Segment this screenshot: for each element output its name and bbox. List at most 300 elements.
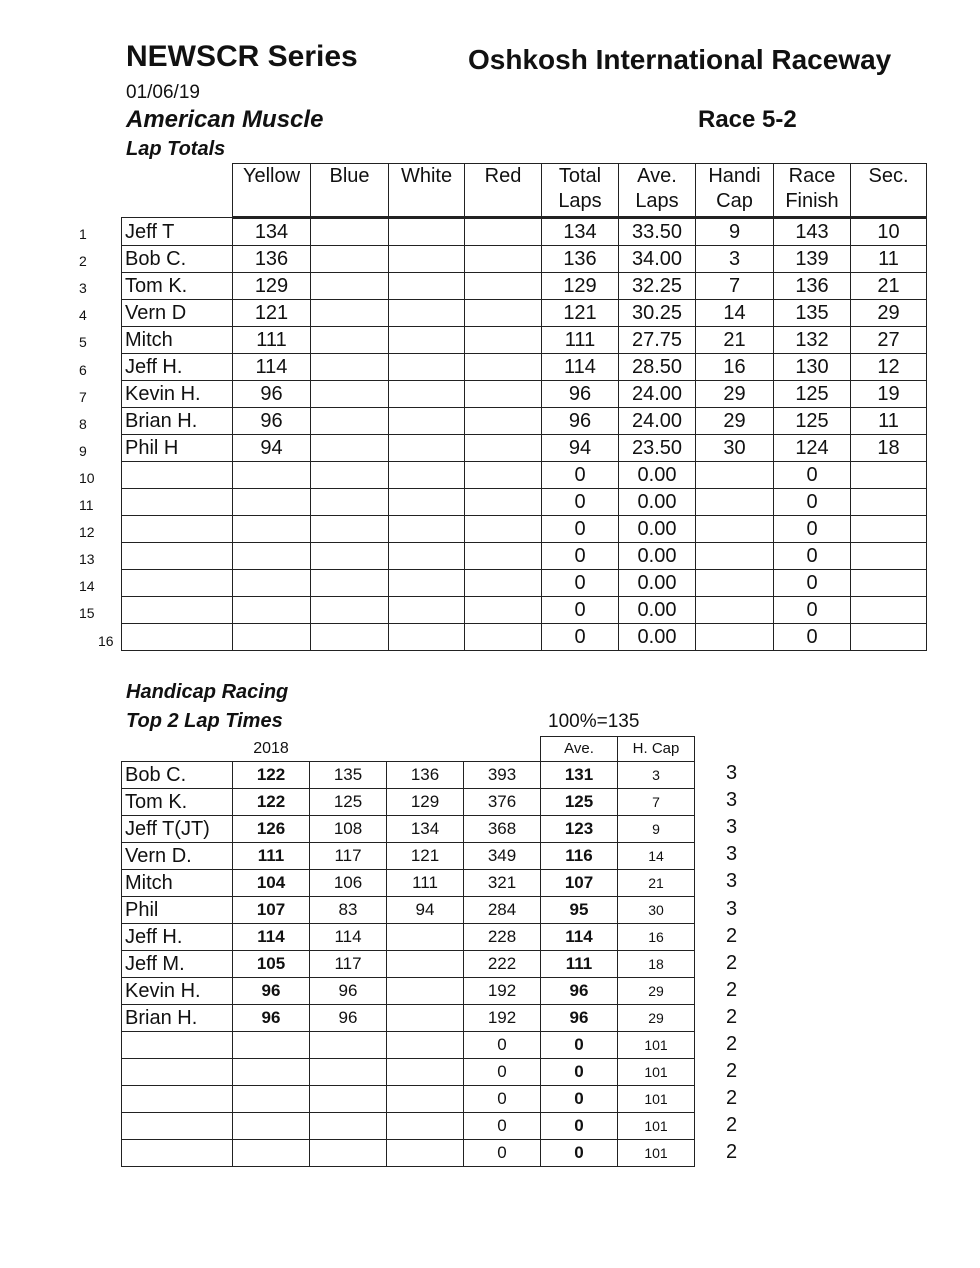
- column-header: [122, 164, 233, 218]
- column-header: [851, 164, 927, 218]
- tier-value: 3: [726, 843, 738, 866]
- table-cell: 16: [618, 924, 695, 951]
- table-cell: 0: [464, 1032, 541, 1059]
- table-cell: 0.00: [619, 597, 696, 624]
- table-row: [122, 1005, 695, 1032]
- table-cell: 0: [541, 1032, 618, 1059]
- table-cell: 107: [541, 870, 618, 897]
- table-cell: 121: [387, 843, 464, 870]
- table-cell: 108: [310, 816, 387, 843]
- percent-note: 100%=135: [548, 711, 640, 732]
- tier-value: 2: [726, 1114, 738, 1137]
- table-cell: 18: [851, 435, 927, 462]
- table-cell: 19: [851, 381, 927, 408]
- row-number: 11: [79, 497, 94, 513]
- table-cell: 0: [541, 1086, 618, 1113]
- row-number: 15: [79, 605, 95, 622]
- table-cell: [311, 408, 389, 435]
- driver-name: Bob C.: [122, 762, 233, 789]
- table-cell: 0: [774, 597, 851, 624]
- table-cell: 0.00: [619, 624, 696, 651]
- driver-name: Vern D.: [122, 843, 233, 870]
- table-cell: 125: [774, 408, 851, 435]
- table-cell: 94: [387, 897, 464, 924]
- table-cell: 96: [310, 1005, 387, 1032]
- table-cell: [389, 300, 465, 327]
- table-cell: [851, 489, 927, 516]
- table-row: [122, 1059, 695, 1086]
- table-cell: [387, 1113, 464, 1140]
- row-number: 10: [79, 469, 95, 486]
- table-cell: 96: [233, 978, 310, 1005]
- table-cell: 121: [542, 300, 619, 327]
- table-cell: 30: [618, 897, 695, 924]
- header-blank: [122, 737, 233, 762]
- table-cell: [851, 624, 927, 651]
- table-cell: 321: [464, 870, 541, 897]
- table-cell: [465, 354, 542, 381]
- driver-name: [122, 543, 233, 570]
- driver-name: Tom K.: [122, 789, 233, 816]
- table-cell: 125: [774, 381, 851, 408]
- table-cell: [465, 246, 542, 273]
- row-number: 2: [79, 253, 87, 270]
- table-cell: 114: [233, 924, 310, 951]
- table-row: [122, 624, 927, 651]
- series-title: NEWSCR Series: [126, 40, 358, 73]
- table-cell: [387, 1005, 464, 1032]
- header-blank: [310, 737, 387, 762]
- tier-value: 3: [726, 870, 738, 893]
- table-cell: 101: [618, 1140, 695, 1167]
- table-cell: 11: [851, 408, 927, 435]
- row-number: 14: [79, 578, 95, 595]
- table-cell: 0.00: [619, 489, 696, 516]
- table-cell: 0: [542, 597, 619, 624]
- table-row: [122, 327, 927, 354]
- driver-name: Brian H.: [122, 1005, 233, 1032]
- table-cell: 143: [774, 218, 851, 246]
- table-row: [122, 570, 927, 597]
- table-cell: 23.50: [619, 435, 696, 462]
- table-cell: 0: [542, 543, 619, 570]
- table-cell: 101: [618, 1086, 695, 1113]
- table-cell: [465, 381, 542, 408]
- table-row: [122, 462, 927, 489]
- table-cell: [387, 1059, 464, 1086]
- table-cell: 135: [310, 762, 387, 789]
- table-cell: 0: [774, 489, 851, 516]
- column-header-line2: Laps: [558, 190, 602, 212]
- driver-name: Tom K.: [122, 273, 233, 300]
- section-title-top-laps: Top 2 Lap Times: [126, 710, 283, 732]
- table-cell: [465, 489, 542, 516]
- driver-name: Jeff M.: [122, 951, 233, 978]
- header-blank: [464, 737, 541, 762]
- table-cell: 3: [696, 246, 774, 273]
- column-header-line2: Finish: [785, 190, 839, 212]
- driver-name: [122, 570, 233, 597]
- table-cell: [389, 354, 465, 381]
- table-cell: [387, 1032, 464, 1059]
- table-cell: [465, 300, 542, 327]
- table-cell: 83: [310, 897, 387, 924]
- table-cell: [465, 624, 542, 651]
- header-year: 2018: [233, 737, 310, 762]
- table-cell: 0: [541, 1113, 618, 1140]
- class-name: American Muscle: [126, 106, 324, 133]
- driver-name: Jeff H.: [122, 354, 233, 381]
- table-cell: 21: [618, 870, 695, 897]
- table-cell: 136: [774, 273, 851, 300]
- table-cell: 16: [696, 354, 774, 381]
- table-cell: [696, 570, 774, 597]
- table-cell: 129: [542, 273, 619, 300]
- section-title-handicap: Handicap Racing: [126, 681, 289, 703]
- table-cell: [851, 516, 927, 543]
- table-cell: 136: [233, 246, 311, 273]
- table-cell: [851, 462, 927, 489]
- table-cell: 21: [696, 327, 774, 354]
- column-header: [311, 164, 389, 218]
- table-row: [122, 1113, 695, 1140]
- table-row: [122, 762, 695, 789]
- table-cell: 125: [541, 789, 618, 816]
- table-cell: 27.75: [619, 327, 696, 354]
- table-cell: [465, 218, 542, 246]
- table-cell: [310, 1140, 387, 1167]
- track-name: Oshkosh International Raceway: [468, 44, 892, 75]
- header-blank: [387, 737, 464, 762]
- table-cell: 96: [233, 1005, 310, 1032]
- table-row: [122, 218, 927, 246]
- table-cell: [465, 516, 542, 543]
- driver-name: [122, 1059, 233, 1086]
- table-cell: [310, 1032, 387, 1059]
- table-cell: 101: [618, 1032, 695, 1059]
- table-cell: 104: [233, 870, 310, 897]
- table-cell: 0: [542, 570, 619, 597]
- column-header-line2: Cap: [716, 190, 753, 212]
- table-row: [122, 1086, 695, 1113]
- column-header: [542, 164, 619, 218]
- table-cell: 0: [774, 516, 851, 543]
- table-cell: 222: [464, 951, 541, 978]
- table-cell: [311, 543, 389, 570]
- table-cell: 0: [541, 1140, 618, 1167]
- row-number: 9: [79, 442, 87, 459]
- tier-value: 3: [726, 816, 738, 839]
- table-row: [122, 978, 695, 1005]
- table-cell: 95: [541, 897, 618, 924]
- table-cell: 132: [774, 327, 851, 354]
- table-cell: [465, 327, 542, 354]
- table-cell: 107: [233, 897, 310, 924]
- table-row: [122, 897, 695, 924]
- table-cell: 29: [696, 381, 774, 408]
- table-cell: [310, 1059, 387, 1086]
- row-number: 13: [79, 551, 95, 568]
- table-cell: [311, 435, 389, 462]
- column-header-line1: Sec.: [868, 165, 909, 187]
- row-number: 7: [79, 388, 87, 405]
- column-header: [619, 164, 696, 218]
- table-cell: 0: [774, 543, 851, 570]
- table-cell: [465, 273, 542, 300]
- tier-value: 2: [726, 1141, 738, 1164]
- table-cell: 96: [542, 408, 619, 435]
- table-cell: [389, 408, 465, 435]
- table-cell: 0: [542, 489, 619, 516]
- table-cell: 134: [387, 816, 464, 843]
- table-cell: 114: [310, 924, 387, 951]
- table-cell: 18: [618, 951, 695, 978]
- tier-value: 2: [726, 1005, 738, 1028]
- table-cell: 0: [542, 516, 619, 543]
- table-cell: 29: [618, 978, 695, 1005]
- section-title-lap-totals: Lap Totals: [126, 138, 226, 160]
- table-row: [122, 597, 927, 624]
- table-cell: 349: [464, 843, 541, 870]
- table-row: [122, 870, 695, 897]
- column-header-line1: Red: [484, 165, 522, 187]
- table-cell: [311, 462, 389, 489]
- table-cell: 0: [542, 624, 619, 651]
- table-cell: 32.25: [619, 273, 696, 300]
- table-row: [122, 516, 927, 543]
- table-cell: [465, 543, 542, 570]
- table-cell: 30.25: [619, 300, 696, 327]
- table-cell: 0: [464, 1059, 541, 1086]
- column-header: [696, 164, 774, 218]
- table-cell: 0: [542, 462, 619, 489]
- table-cell: [465, 570, 542, 597]
- table-cell: [389, 327, 465, 354]
- table-cell: [465, 435, 542, 462]
- table-cell: [310, 1113, 387, 1140]
- table-cell: [311, 354, 389, 381]
- table-row: [122, 435, 927, 462]
- tier-value: 2: [726, 978, 738, 1001]
- table-cell: [387, 1140, 464, 1167]
- table-row: [122, 951, 695, 978]
- table-cell: [387, 978, 464, 1005]
- table-cell: [851, 597, 927, 624]
- table-cell: 101: [618, 1059, 695, 1086]
- table-cell: [311, 381, 389, 408]
- table-cell: 111: [541, 951, 618, 978]
- table-cell: 131: [541, 762, 618, 789]
- table-cell: [389, 381, 465, 408]
- tier-value: 3: [726, 897, 738, 920]
- driver-name: [122, 1086, 233, 1113]
- table-cell: 27: [851, 327, 927, 354]
- table-cell: 136: [387, 762, 464, 789]
- race-date: 01/06/19: [126, 82, 200, 103]
- handicap-header-row: [122, 737, 695, 762]
- table-cell: 0.00: [619, 462, 696, 489]
- table-cell: [696, 516, 774, 543]
- table-cell: 96: [541, 1005, 618, 1032]
- column-header: [774, 164, 851, 218]
- table-cell: [311, 516, 389, 543]
- table-cell: 33.50: [619, 218, 696, 246]
- table-cell: 7: [696, 273, 774, 300]
- driver-name: [122, 597, 233, 624]
- table-cell: [387, 951, 464, 978]
- table-cell: 10: [851, 218, 927, 246]
- table-cell: [389, 543, 465, 570]
- table-cell: 0: [774, 462, 851, 489]
- table-row: [122, 924, 695, 951]
- table-cell: 111: [387, 870, 464, 897]
- table-cell: 105: [233, 951, 310, 978]
- row-number: 3: [79, 280, 87, 297]
- column-header-line1: Race: [788, 165, 836, 187]
- driver-name: [122, 516, 233, 543]
- table-cell: 0: [774, 570, 851, 597]
- column-header-line1: Total: [558, 165, 602, 187]
- tier-value: 2: [726, 1060, 738, 1083]
- row-number: 16: [98, 632, 114, 649]
- tier-value: 2: [726, 951, 738, 974]
- table-cell: 135: [774, 300, 851, 327]
- table-cell: [311, 273, 389, 300]
- table-cell: [465, 462, 542, 489]
- table-cell: 111: [542, 327, 619, 354]
- table-cell: 125: [310, 789, 387, 816]
- race-number: Race 5-2: [698, 106, 797, 133]
- driver-name: Phil H: [122, 435, 233, 462]
- driver-name: [122, 489, 233, 516]
- table-cell: 121: [233, 300, 311, 327]
- table-row: [122, 381, 927, 408]
- table-cell: [233, 516, 311, 543]
- table-cell: 0.00: [619, 570, 696, 597]
- column-header: [465, 164, 542, 218]
- table-cell: 376: [464, 789, 541, 816]
- table-cell: [311, 218, 389, 246]
- table-row: [122, 273, 927, 300]
- table-cell: [696, 597, 774, 624]
- column-header-line1: Yellow: [242, 165, 301, 187]
- table-cell: 14: [696, 300, 774, 327]
- driver-name: Brian H.: [122, 408, 233, 435]
- table-cell: [465, 597, 542, 624]
- table-cell: [389, 273, 465, 300]
- row-number: 6: [79, 361, 87, 378]
- table-cell: 29: [851, 300, 927, 327]
- row-number: 8: [79, 415, 87, 432]
- table-row: [122, 246, 927, 273]
- table-cell: 134: [233, 218, 311, 246]
- table-cell: 0.00: [619, 543, 696, 570]
- table-cell: [311, 489, 389, 516]
- table-cell: [389, 435, 465, 462]
- table-cell: [389, 624, 465, 651]
- tier-value: 3: [726, 762, 738, 784]
- table-cell: 94: [233, 435, 311, 462]
- table-cell: [389, 462, 465, 489]
- header-ave: Ave.: [541, 737, 618, 762]
- table-cell: 0: [464, 1086, 541, 1113]
- table-cell: 0: [541, 1059, 618, 1086]
- table-cell: [311, 246, 389, 273]
- table-cell: 124: [774, 435, 851, 462]
- table-cell: [387, 1086, 464, 1113]
- handicap-table: [121, 736, 695, 1167]
- row-number: 5: [79, 334, 87, 351]
- table-cell: 393: [464, 762, 541, 789]
- row-number: 1: [79, 226, 87, 242]
- table-cell: 117: [310, 843, 387, 870]
- table-cell: [233, 1113, 310, 1140]
- table-cell: 24.00: [619, 381, 696, 408]
- table-cell: [311, 570, 389, 597]
- table-row: [122, 843, 695, 870]
- table-cell: 106: [310, 870, 387, 897]
- table-cell: 126: [233, 816, 310, 843]
- driver-name: Vern D: [122, 300, 233, 327]
- driver-name: Mitch: [122, 327, 233, 354]
- table-row: [122, 408, 927, 435]
- table-cell: 3: [618, 762, 695, 789]
- table-cell: 129: [233, 273, 311, 300]
- table-cell: 0.00: [619, 516, 696, 543]
- driver-name: [122, 462, 233, 489]
- row-number: 4: [79, 307, 87, 324]
- lap-header-row: [122, 164, 927, 218]
- table-cell: 368: [464, 816, 541, 843]
- table-cell: [233, 462, 311, 489]
- table-cell: 111: [233, 843, 310, 870]
- table-cell: 122: [233, 789, 310, 816]
- table-cell: [233, 1032, 310, 1059]
- table-cell: 134: [542, 218, 619, 246]
- table-cell: 123: [541, 816, 618, 843]
- table-cell: 116: [541, 843, 618, 870]
- table-row: [122, 354, 927, 381]
- table-cell: 136: [542, 246, 619, 273]
- table-cell: [233, 1086, 310, 1113]
- table-cell: 0: [774, 624, 851, 651]
- table-row: [122, 816, 695, 843]
- column-header-line2: Laps: [635, 190, 679, 212]
- driver-name: Phil: [122, 897, 233, 924]
- table-cell: [851, 543, 927, 570]
- table-cell: [233, 1059, 310, 1086]
- table-cell: [233, 570, 311, 597]
- table-cell: 228: [464, 924, 541, 951]
- table-cell: [696, 624, 774, 651]
- table-cell: [310, 1086, 387, 1113]
- table-cell: [311, 300, 389, 327]
- column-header-line1: Handi: [708, 165, 761, 187]
- table-cell: [311, 327, 389, 354]
- table-row: [122, 300, 927, 327]
- column-header-line1: White: [400, 165, 453, 187]
- table-row: [122, 1140, 695, 1167]
- table-cell: 192: [464, 1005, 541, 1032]
- table-cell: 7: [618, 789, 695, 816]
- row-number: 12: [79, 524, 95, 541]
- header-hcap: H. Cap: [618, 737, 695, 762]
- driver-name: Jeff H.: [122, 924, 233, 951]
- table-cell: 12: [851, 354, 927, 381]
- column-header: [233, 164, 311, 218]
- table-cell: 30: [696, 435, 774, 462]
- table-row: [122, 543, 927, 570]
